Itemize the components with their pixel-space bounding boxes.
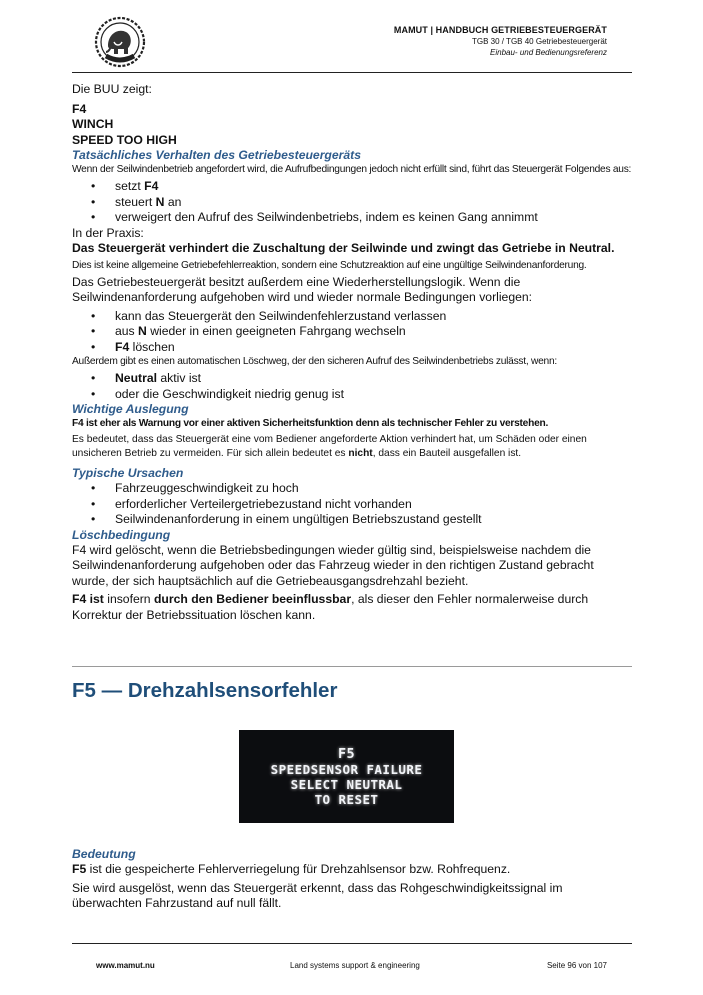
design-text: Es bedeutet, dass das Steuergerät eine vom Bediener angeforderte Aktion verhindert hat, um Schäden oder einen unsicheren Betrieb zu vermeiden. Für sich allein bedeutet es nicht, dass ein Bauteil ausgefallen ist. xyxy=(72,434,587,459)
page-content xyxy=(72,82,632,623)
lcd-line: TO RESET xyxy=(314,791,379,807)
list-item: • verweigert den Aufruf des Seilwindenbetriebs, indem es keinen Gang annimmt xyxy=(72,210,632,226)
list-item: • setzt F4 xyxy=(72,179,632,195)
lcd-line: SELECT NEUTRAL xyxy=(290,776,403,792)
auto-clear-text: Außerdem gibt es einen automatischen Löschweg, der den sicheren Aufruf des Seilwindenbetriebs zulässt, wenn: xyxy=(72,356,557,367)
section-heading-clear-condition: Löschbedingung xyxy=(72,527,171,542)
lcd-line: F5 xyxy=(337,745,356,762)
meaning-text-2: Sie wird ausgelöst, wenn das Steuergerät erkennt, dass das Rohgeschwindigkeitssignal im überwachten Fahrzustand auf null fällt. xyxy=(72,880,563,910)
design-statement: F4 ist eher als Warnung vor einer aktiven Sicherheitsfunktion denn als technischer Fehler zu verstehen. xyxy=(72,418,549,429)
causes-list xyxy=(72,481,632,528)
document-header xyxy=(394,25,607,58)
auto-clear-list xyxy=(72,371,632,402)
buu-intro: Die BUU zeigt: xyxy=(72,82,152,96)
practice-statement: Das Steuergerät verhindert die Zuschaltung der Seilwinde und zwingt das Getriebe in Neutral. xyxy=(72,241,615,255)
list-item: • kann das Steuergerät den Seilwindenfehlerzustand verlassen xyxy=(72,309,632,325)
company-logo xyxy=(94,16,146,68)
list-item: • oder die Geschwindigkeit niedrig genug ist xyxy=(72,387,632,403)
section-heading-design: Wichtige Auslegung xyxy=(72,402,189,416)
footer-divider xyxy=(72,943,632,944)
recovery-text: Das Getriebesteuergerät besitzt außerdem eine Wiederherstellungslogik. Wenn die Seilwindenanforderung aufgehoben wird und wieder normale Bedingungen vorliegen: xyxy=(72,274,533,304)
footer-tagline: Land systems support & engineering xyxy=(290,961,420,970)
list-item: • steuert N an xyxy=(72,195,632,211)
list-item: • erforderlicher Verteilergetriebezustand nicht vorhanden xyxy=(72,497,632,513)
display-line: WINCH xyxy=(72,117,114,131)
display-line: F4 xyxy=(72,101,87,116)
practice-label: In der Praxis: xyxy=(72,225,144,240)
list-item: • Neutral aktiv ist xyxy=(72,371,632,387)
lcd-line: SPEEDSENSOR FAILURE xyxy=(270,761,423,777)
list-item: • Fahrzeuggeschwindigkeit zu hoch xyxy=(72,481,632,497)
header-note: Einbau- und Bedienungsreferenz xyxy=(490,48,607,57)
f5-meaning-section xyxy=(72,847,632,912)
section-heading-causes: Typische Ursachen xyxy=(72,466,184,480)
lcd-display-photo xyxy=(239,730,454,823)
recovery-list xyxy=(72,309,632,356)
practice-note: Dies ist keine allgemeine Getriebefehlerreaktion, sondern eine Schutzreaktion auf eine ungültige Seilwindenanforderung. xyxy=(72,259,587,271)
header-subtitle: TGB 30 / TGB 40 Getriebesteuergerät xyxy=(471,37,607,46)
page-number: Seite 96 von 107 xyxy=(546,961,607,970)
header-divider xyxy=(72,72,632,73)
section-divider xyxy=(72,666,632,667)
section-heading-actual-behavior: Tatsächliches Verhalten des Getriebesteuergeräts xyxy=(72,148,362,162)
meaning-text: F5 ist die gespeicherte Fehlerverriegelung für Drehzahlsensor bzw. Rohfrequenz. xyxy=(72,862,511,876)
list-item: • aus N wieder in einen geeigneten Fahrgang wechseln xyxy=(72,324,632,340)
display-line: SPEED TOO HIGH xyxy=(72,132,177,147)
clear-condition-text: F4 wird gelöscht, wenn die Betriebsbedingungen wieder gültig sind, beispielsweise nachdem die Seilwindenanforderung aufgehoben oder das Fahrzeug wieder in den richtigen Zustand gebracht wurde, der sich hauptsächlich auf die Getriebeausgangsdrehzahl bezieht. xyxy=(72,542,594,588)
actual-behavior-text: Wenn der Seilwindenbetrieb angefordert wird, die Aufrufbedingungen jedoch nicht erfüllt sind, führt das Steuergerät Folgendes aus: xyxy=(72,164,632,175)
list-item: • Seilwindenanforderung in einem ungültigen Betriebszustand gestellt xyxy=(72,512,632,528)
f5-heading: F5 — Drehzahlsensorfehler xyxy=(72,679,338,702)
header-title: MAMUT | HANDBUCH GETRIEBESTEUERGERÄT xyxy=(393,25,607,35)
list-item: • F4 löschen xyxy=(72,340,632,356)
footer-website: www.mamut.nu xyxy=(96,961,155,970)
clear-condition-note: F4 ist insofern durch den Bediener beeinflussbar, als dieser den Fehler normalerweise durch Korrektur der Betriebssituation löschen kann. xyxy=(72,592,589,622)
actual-behavior-list xyxy=(72,179,632,226)
section-heading-meaning: Bedeutung xyxy=(72,847,136,861)
